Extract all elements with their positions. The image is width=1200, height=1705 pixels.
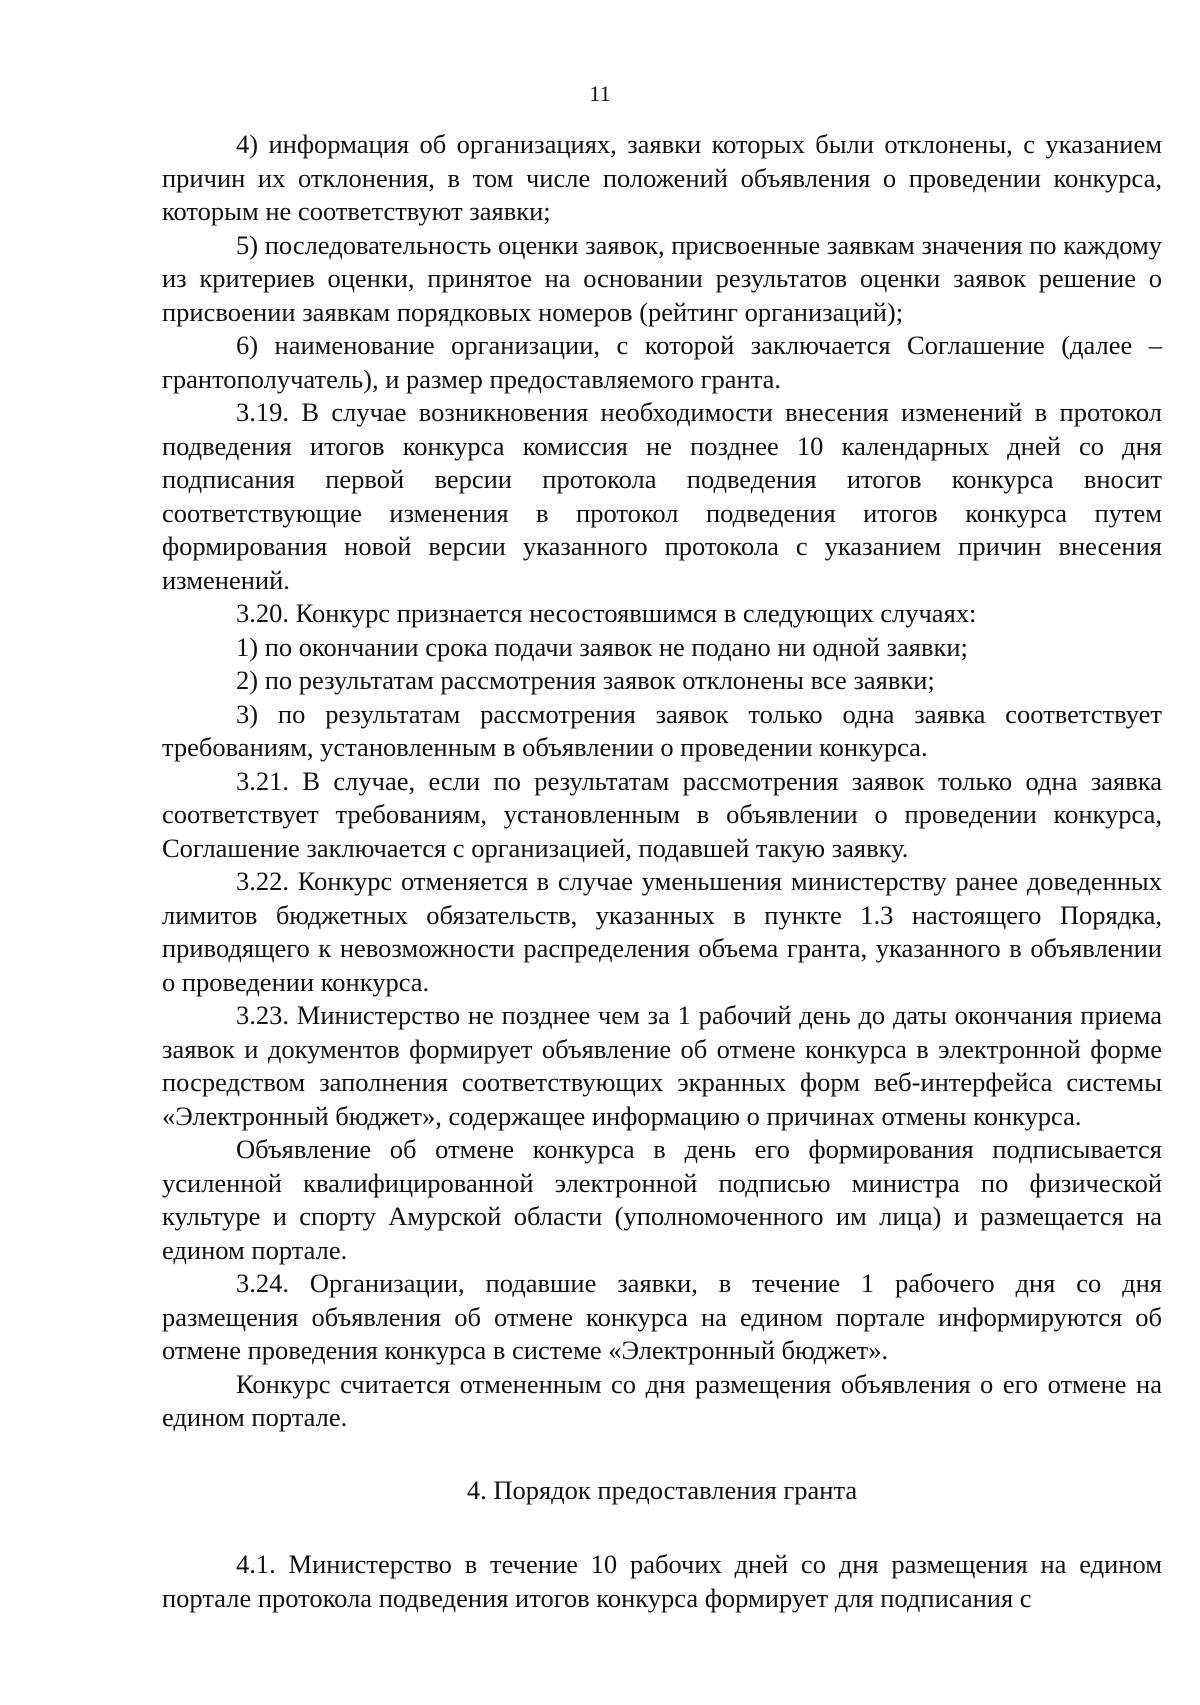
- paragraph-3-21: 3.21. В случае, если по результатам рассмотрения заявок только одна заявка соответствует требованиям, установленным в объявлении о проведении конкурса, Соглашение заключается с организацией, подавшей такую заявку.: [162, 765, 1162, 863]
- page-number: 11: [589, 81, 611, 106]
- paragraph-contest-cancelled: Конкурс считается отмененным со дня размещения объявления о его отмене на едином портале.: [162, 1368, 1162, 1432]
- paragraph-3-20-item-3: 3) по результатам рассмотрения заявок только одна заявка соответствует требованиям, установленным в объявлении о проведении конкурса.: [162, 698, 1162, 762]
- document-body: [162, 128, 1162, 1615]
- paragraph-3-20-item-2: 2) по результатам рассмотрения заявок отклонены все заявки;: [236, 665, 935, 695]
- paragraph-3-20-item-1: 1) по окончании срока подачи заявок не подано ни одной заявки;: [236, 631, 968, 662]
- paragraph-3-19: 3.19. В случае возникновения необходимости внесения изменений в протокол подведения итогов конкурса комиссия не позднее 10 календарных дней со дня подписания первой версии протокола подведения итогов конкурса вносит соответствующие изменения в протокол подведения итогов конкурса путем формирования новой версии указанного протокола с указанием причин внесения изменений.: [162, 397, 1162, 595]
- paragraph-4-1: 4.1. Министерство в течение 10 рабочих дней со дня размещения на едином портале протокола подведения итогов конкурса формирует для подписания с: [162, 1549, 1162, 1613]
- paragraph-item-6: 6) наименование организации, с которой заключается Соглашение (далее – грантополучатель), и размер предоставляемого гранта.: [162, 330, 1162, 394]
- paragraph-item-5: 5) последовательность оценки заявок, присвоенные заявкам значения по каждому из критериев оценки, принятое на основании результатов оценки заявок решение о присвоении заявкам порядковых номеров (рейтинг организаций);: [162, 229, 1162, 327]
- paragraph-3-23: 3.23. Министерство не позднее чем за 1 рабочий день до даты окончания приема заявок и документов формирует объявление об отмене конкурса в электронной форме посредством заполнения соответствующих экранных форм веб-интерфейса системы «Электронный бюджет», содержащее информацию о причинах отмены конкурса.: [162, 1000, 1162, 1131]
- paragraph-3-24: 3.24. Организации, подавшие заявки, в течение 1 рабочего дня со дня размещения объявления об отмене конкурса на едином портале информируются об отмене проведения конкурса в системе «Электронный бюджет».: [162, 1268, 1162, 1365]
- section-heading: 4. Порядок предоставления гранта: [466, 1474, 858, 1505]
- paragraph-item-4: 4) информация об организациях, заявки которых были отклонены, с указанием причин их отклонения, в том числе положений объявления о проведении конкурса, которым не соответствуют заявки;: [162, 129, 1162, 226]
- paragraph-3-20: 3.20. Конкурс признается несостоявшимся в следующих случаях:: [236, 598, 977, 628]
- paragraph-cancel-announcement: Объявление об отмене конкурса в день его формирования подписывается усиленной квалифицированной электронной подписью министра по физической культуре и спорту Амурской области (уполномоченного им лица) и размещается на едином портале.: [162, 1134, 1162, 1265]
- paragraph-3-22: 3.22. Конкурс отменяется в случае уменьшения министерству ранее доведенных лимитов бюджетных обязательств, указанных в пункте 1.3 настоящего Порядка, приводящего к невозможности распределения объема гранта, указанного в объявлении о проведении конкурса.: [162, 866, 1162, 997]
